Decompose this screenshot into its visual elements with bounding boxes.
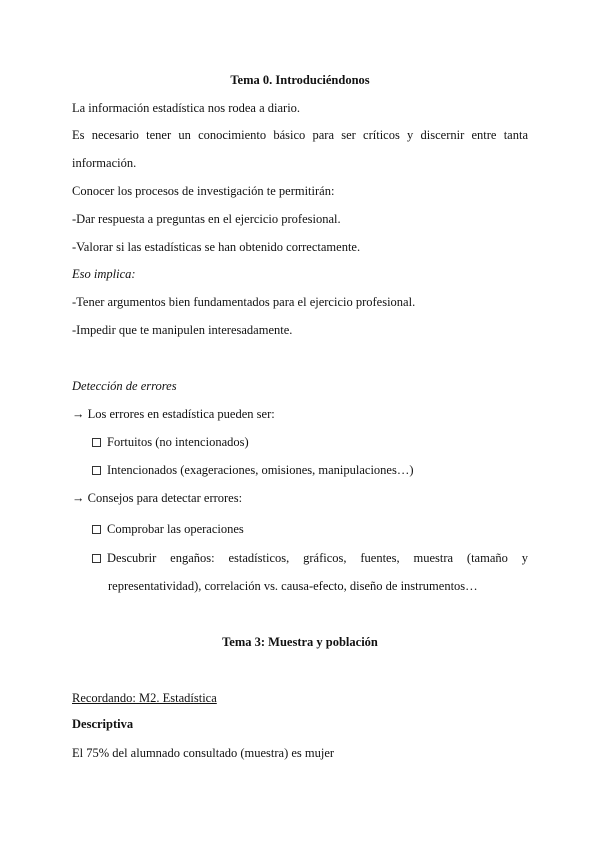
arrow-item-errores: → Los errores en estadística pueden ser: (72, 407, 275, 421)
checkbox-item-descubrir-continuation: representatividad), correlación vs. causa-efecto, diseño de instrumentos… (108, 579, 478, 593)
checkbox-item-label: Comprobar las operaciones (107, 522, 244, 536)
paragraph-3: Conocer los procesos de investigación te permitirán: (72, 184, 335, 198)
deteccion-errores-heading: Detección de errores (72, 379, 177, 393)
checkbox-item-label: Fortuitos (no intencionados) (107, 435, 249, 449)
checkbox-item-descubrir (92, 550, 528, 566)
checkbox-icon (92, 554, 101, 563)
descriptiva-heading: Descriptiva (72, 717, 134, 731)
recordando-link: Recordando: M2. Estadística (72, 691, 217, 705)
checkbox-icon (92, 525, 101, 534)
checkbox-item-intencionados (92, 462, 528, 478)
list-item-tener-argumentos: -Tener argumentos bien fundamentados para el ejercicio profesional. (72, 295, 416, 309)
paragraph-1: La información estadística nos rodea a diario. (72, 101, 301, 115)
paragraph-2-line-2: información. (72, 156, 137, 170)
paragraph-2-line-1: Es necesario tener un conocimiento básico para ser críticos y discernir entre tanta (72, 128, 528, 142)
section-title-tema-0: Tema 0. Introduciéndonos (230, 73, 370, 87)
paragraph-muestra: El 75% del alumnado consultado (muestra) es mujer (72, 746, 335, 760)
list-item-dar-respuesta: -Dar respuesta a preguntas en el ejercicio profesional. (72, 212, 341, 226)
checkbox-icon (92, 438, 101, 447)
list-item-impedir: -Impedir que te manipulen interesadamente. (72, 323, 293, 337)
checkbox-item-label: Descubrir engaños: estadísticos, gráficos, fuentes, muestra (tamaño y (107, 551, 528, 565)
eso-implica-label: Eso implica: (72, 267, 136, 281)
checkbox-item-label: Intencionados (exageraciones, omisiones, manipulaciones…) (107, 463, 414, 477)
checkbox-item-comprobar (92, 521, 528, 537)
arrow-item-consejos: → Consejos para detectar errores: (72, 491, 243, 505)
section-title-tema-3: Tema 3: Muestra y población (222, 635, 378, 649)
list-item-valorar: -Valorar si las estadísticas se han obtenido correctamente. (72, 240, 361, 254)
checkbox-item-fortuitos (92, 434, 528, 450)
checkbox-icon (92, 466, 101, 475)
